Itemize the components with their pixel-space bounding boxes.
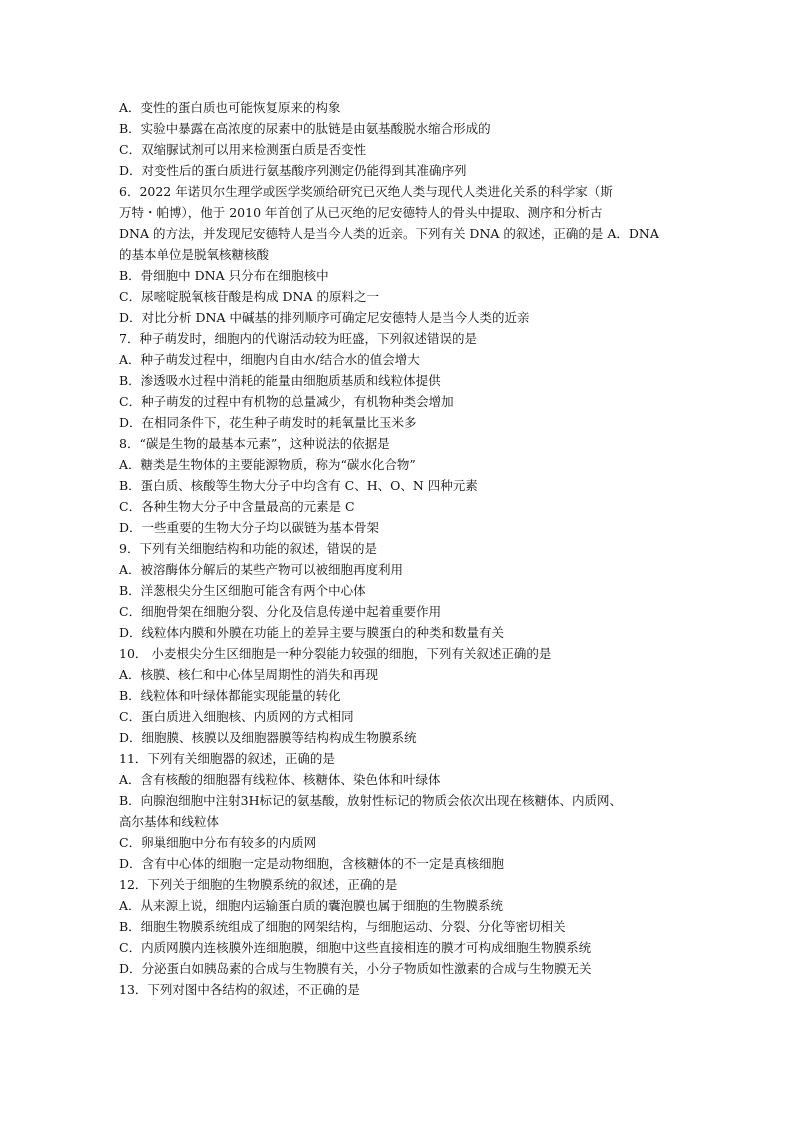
text-line: B．实验中暴露在高浓度的尿素中的肽链是由氨基酸脱水缩合形成的 [119, 121, 491, 136]
text-line: 12．下列关于细胞的生物膜系统的叙述，正确的是 [119, 877, 398, 892]
text-line: C．蛋白质进入细胞核、内质网的方式相同 [119, 709, 354, 724]
text-line: C．尿嘧啶脱氧核苷酸是构成 DNA 的原料之一 [119, 289, 379, 304]
text-line: C．各种生物大分子中含量最高的元素是 C [119, 499, 355, 514]
text-line: C．种子萌发的过程中有机物的总量减少，有机物种类会增加 [119, 394, 454, 409]
text-line: D．线粒体内膜和外膜在功能上的差异主要与膜蛋白的种类和数量有关 [119, 625, 505, 640]
text-line: A．种子萌发过程中，细胞内自由水/结合水的值会增大 [119, 352, 420, 367]
text-line: B．线粒体和叶绿体都能实现能量的转化 [119, 688, 341, 703]
text-line: A．含有核酸的细胞器有线粒体、核糖体、染色体和叶绿体 [119, 772, 441, 787]
text-line: C．内质网膜内连核膜外连细胞膜，细胞中这些直接相连的膜才可构成细胞生物膜系统 [119, 940, 592, 955]
text-line: 8．“碳是生物的最基本元素”，这种说法的依据是 [119, 436, 390, 451]
text-line: C．双缩脲试剂可以用来检测蛋白质是否变性 [119, 142, 367, 157]
text-line: 高尔基体和线粒体 [119, 814, 220, 829]
text-line: B．细胞生物膜系统组成了细胞的网架结构，与细胞运动、分裂、分化等密切相关 [119, 919, 566, 934]
text-line: D．分泌蛋白如胰岛素的合成与生物膜有关，小分子物质如性激素的合成与生物膜无关 [119, 961, 592, 976]
text-line: D．对变性后的蛋白质进行氨基酸序列测定仍能得到其准确序列 [119, 163, 467, 178]
text-line: 7．种子萌发时，细胞内的代谢活动较为旺盛，下列叙述错误的是 [119, 331, 477, 346]
text-line: D．一些重要的生物大分子均以碳链为基本骨架 [119, 520, 380, 535]
text-line: A．核膜、核仁和中心体呈周期性的消失和再现 [119, 667, 379, 682]
text-line: 9．下列有关细胞结构和功能的叙述，错误的是 [119, 541, 377, 556]
text-line: B．向腺泡细胞中注射3H标记的氨基酸，放射性标记的物质会依次出现在核糖体、内质网、 [119, 793, 623, 808]
text-line: B．骨细胞中 DNA 只分布在细胞核中 [119, 268, 329, 283]
text-line: D．含有中心体的细胞一定是动物细胞，含核糖体的不一定是真核细胞 [119, 856, 505, 871]
text-line: A．从来源上说，细胞内运输蛋白质的囊泡膜也属于细胞的生物膜系统 [119, 898, 504, 913]
text-line: C．细胞骨架在细胞分裂、分化及信息传递中起着重要作用 [119, 604, 442, 619]
text-line: 13．下列对图中各结构的叙述，不正确的是 [119, 982, 360, 997]
text-line: 11．下列有关细胞器的叙述，正确的是 [119, 751, 335, 766]
text-line: A．糖类是生物体的主要能源物质，称为“碳水化合物” [119, 457, 416, 472]
text-line: DNA 的方法，并发现尼安德特人是当今人类的近亲。下列有关 DNA 的叙述，正确的是 A．DNA [119, 226, 659, 241]
text-line: 10． 小麦根尖分生区细胞是一种分裂能力较强的细胞，下列有关叙述正确的是 [119, 646, 552, 661]
text-line: B．渗透吸水过程中消耗的能量由细胞质基质和线粒体提供 [119, 373, 441, 388]
text-line: A．被溶酶体分解后的某些产物可以被细胞再度利用 [119, 562, 404, 577]
text-line: 6．2022 年诺贝尔生理学或医学奖颁给研究已灭绝人类与现代人类进化关系的科学家（斯 [119, 184, 613, 199]
question-text-block [119, 97, 689, 1000]
text-line: D．在相同条件下，花生种子萌发时的耗氧量比玉米多 [119, 415, 417, 430]
text-line: D．对比分析 DNA 中碱基的排列顺序可确定尼安德特人是当今人类的近亲 [119, 310, 530, 325]
text-line: D．细胞膜、核膜以及细胞器膜等结构构成生物膜系统 [119, 730, 417, 745]
text-line: A．变性的蛋白质也可能恢复原来的构象 [119, 100, 341, 115]
text-line: B．蛋白质、核酸等生物大分子中均含有 C、H、O、N 四种元素 [119, 478, 478, 493]
text-line: 万特・帕博），他于 2010 年首创了从已灭绝的尼安德特人的骨头中提取、测序和分析古 [119, 205, 603, 220]
text-line: B．洋葱根尖分生区细胞可能含有两个中心体 [119, 583, 366, 598]
text-line: C．卵巢细胞中分布有较多的内质网 [119, 835, 317, 850]
text-line: 的基本单位是脱氧核糖核酸 [119, 247, 270, 262]
